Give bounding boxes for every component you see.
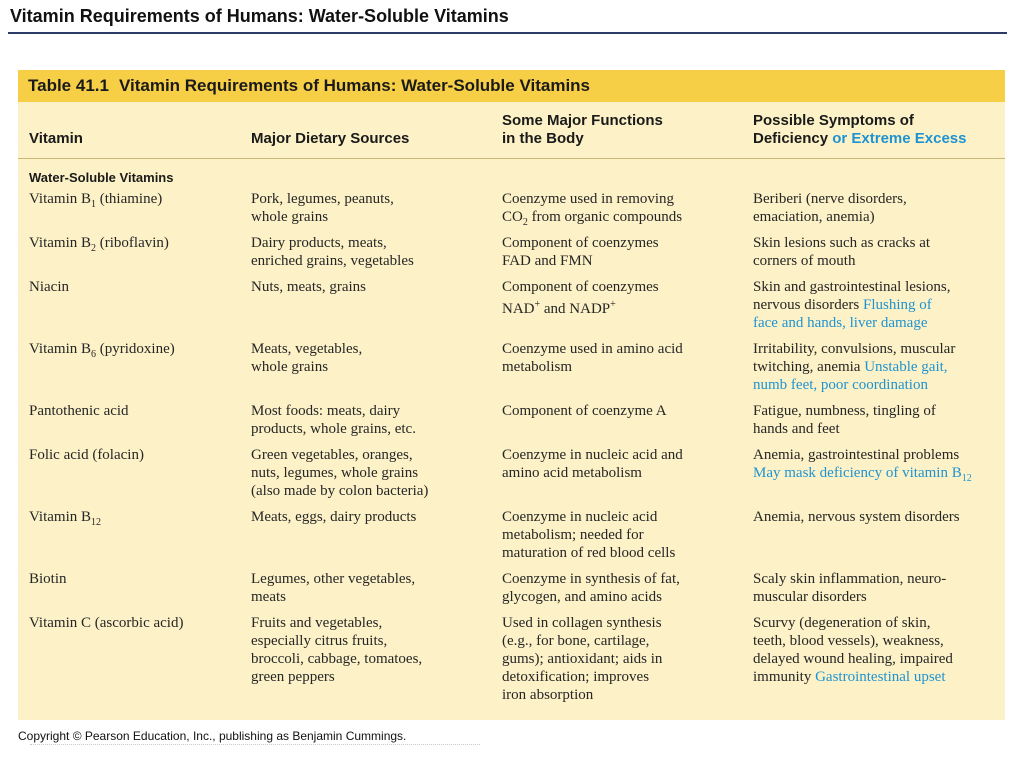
vitamin-cell: Vitamin C (ascorbic acid) <box>29 615 184 631</box>
vitamin-cell: Pantothenic acid <box>29 403 129 419</box>
sources-cell: Nuts, meats, grains <box>251 279 366 295</box>
functions-cell: Coenzyme in nucleic acid metabolism; needed for maturation of red blood cells <box>502 509 676 561</box>
symptoms-cell: Anemia, gastrointestinal problems May mask deficiency of vitamin $B_{12}$ <box>753 447 972 484</box>
functions-cell: Coenzyme in nucleic acid and amino acid metabolism <box>502 447 683 481</box>
col-header-excess: or Extreme Excess <box>832 130 967 147</box>
vitamin-cell: Vitamin $B_1$ (thiamine) <box>29 191 163 210</box>
functions-cell: Used in collagen synthesis (e.g., for bone, cartilage, gums); antioxidant; aids in detoxification; improves iron absorption <box>502 615 663 703</box>
vitamin-table <box>18 70 1005 720</box>
symptoms-cell: Fatigue, numbness, tingling of hands and feet <box>753 403 936 437</box>
sources-cell: Green vegetables, oranges, nuts, legumes, whole grains (also made by colon bacteria) <box>251 447 429 499</box>
vitamin-cell: Folic acid (folacin) <box>29 447 144 463</box>
faded-footer-line <box>30 744 480 749</box>
symptoms-cell: Anemia, nervous system disorders <box>753 509 960 525</box>
col-header-functions: Some Major Functions in the Body <box>502 112 663 147</box>
symptoms-cell: Scaly skin inflammation, neuro- muscular disorders <box>753 571 947 605</box>
column-headers <box>18 110 1005 156</box>
sources-cell: Pork, legumes, peanuts, whole grains <box>251 191 394 225</box>
table-caption: Vitamin Requirements of Humans: Water-Soluble Vitamins <box>118 76 591 95</box>
sources-cell: Legumes, other vegetables, meats <box>251 571 416 605</box>
title-underline <box>8 32 1007 34</box>
sources-cell: Meats, eggs, dairy products <box>251 509 417 525</box>
symptoms-cell: Beriberi (nerve disorders, emaciation, anemia) <box>753 191 907 225</box>
vitamin-cell: Vitamin $B_{12}$ <box>29 509 102 528</box>
functions-cell: Coenzyme in synthesis of fat, glycogen, and amino acids <box>502 571 680 605</box>
sources-cell: Most foods: meats, dairy products, whole grains, etc. <box>251 403 416 437</box>
functions-cell: Coenzyme used in removing $CO_2$ from organic compounds <box>502 191 683 228</box>
symptoms-cell: Irritability, convulsions, muscular twitching, anemia Unstable gait, numb feet, poor coordination <box>753 341 956 393</box>
vitamin-cell: Biotin <box>29 571 67 587</box>
header-divider <box>18 158 1005 159</box>
symptoms-cell: Scurvy (degeneration of skin, teeth, blood vessels), weakness, delayed wound healing, impaired immunity Gastrointestinal upset <box>753 615 953 685</box>
functions-cell: Component of coenzymes FAD and FMN <box>502 235 659 269</box>
sources-cell: Fruits and vegetables, especially citrus fruits, broccoli, cabbage, tomatoes, green peppers <box>251 615 423 685</box>
table-number: Table 41.1 <box>28 76 109 95</box>
vitamin-cell: Vitamin $B_6$ (pyridoxine) <box>29 341 175 360</box>
symptoms-cell: Skin lesions such as cracks at corners of mouth <box>753 235 931 269</box>
sources-cell: Dairy products, meats, enriched grains, vegetables <box>251 235 414 269</box>
copyright-notice: Copyright © Pearson Education, Inc., publishing as Benjamin Cummings. <box>18 729 407 743</box>
slide-title: Vitamin Requirements of Humans: Water-Soluble Vitamins <box>10 6 509 26</box>
vitamin-cell: Vitamin $B_2$ (riboflavin) <box>29 235 169 254</box>
table-caption-bar <box>18 70 1005 102</box>
vitamin-cell: Niacin <box>29 279 69 295</box>
section-label: Water-Soluble Vitamins <box>29 170 174 185</box>
symptoms-cell: Skin and gastrointestinal lesions, nervous disorders Flushing of face and hands, liver damage <box>753 279 951 331</box>
col-header-sources: Major Dietary Sources <box>251 130 410 147</box>
col-header-vitamin: Vitamin <box>29 130 83 147</box>
sources-cell: Meats, vegetables, whole grains <box>251 341 363 375</box>
col-header-symptoms: Possible Symptoms of Deficiency or Extreme Excess <box>753 112 967 147</box>
functions-cell: Component of coenzymes NAD+ and NADP+ <box>502 279 659 317</box>
functions-cell: Coenzyme used in amino acid metabolism <box>502 341 683 375</box>
functions-cell: Component of coenzyme A <box>502 403 667 419</box>
